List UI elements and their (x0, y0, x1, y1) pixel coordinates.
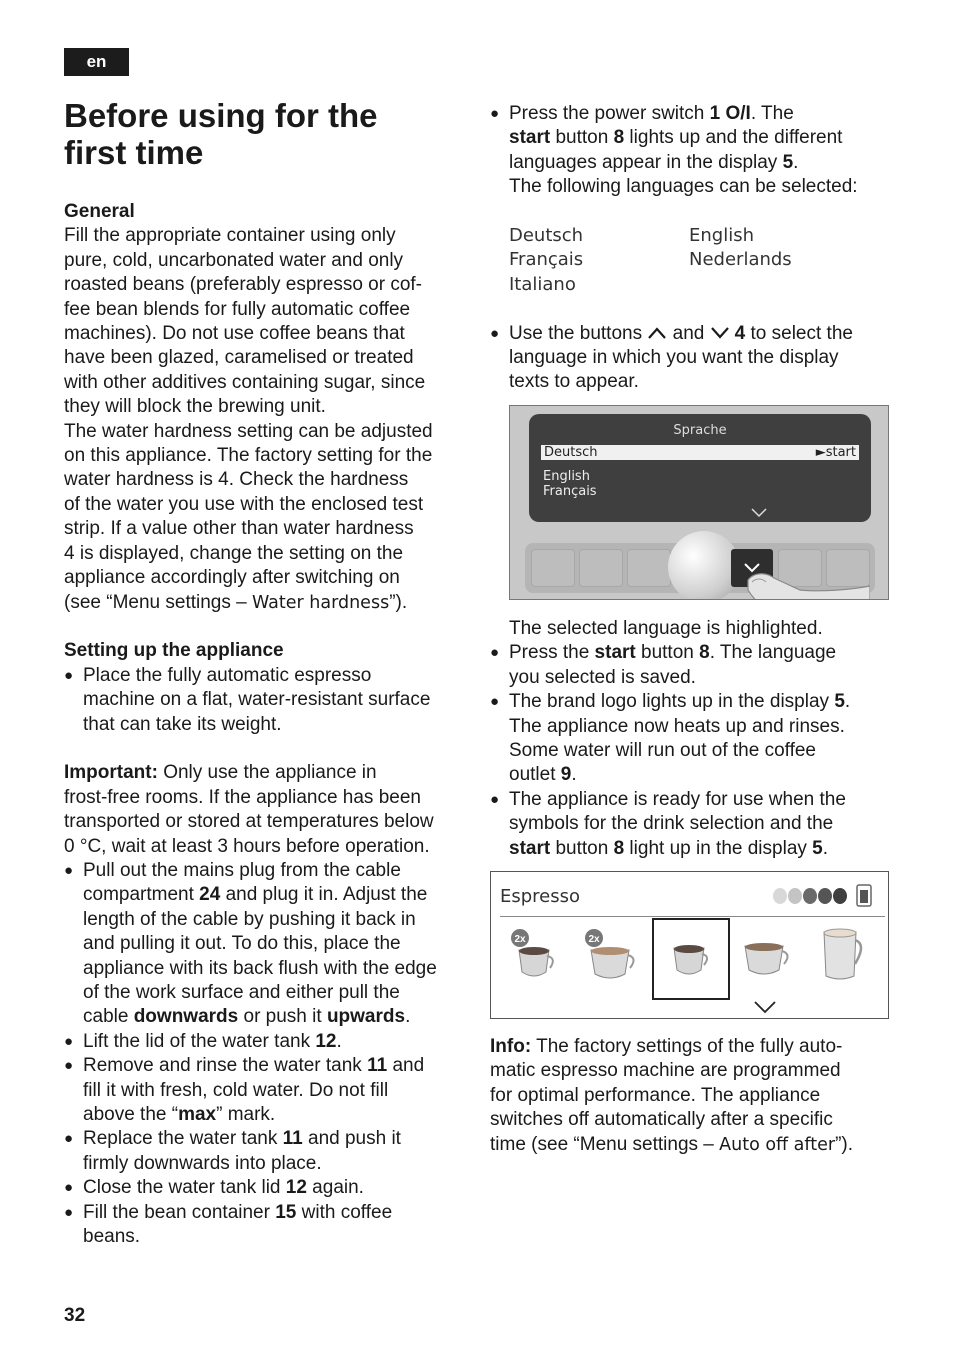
general-text (64, 224, 469, 615)
chevron-down-icon (751, 508, 767, 518)
chevron-down-icon (710, 326, 730, 340)
language-list (509, 224, 900, 297)
language-option: Français (509, 249, 584, 271)
text-line: with other additives containing sugar, since (64, 371, 426, 393)
chevron-up-icon (647, 326, 667, 340)
finger-icon (740, 566, 870, 600)
text-line: water hardness is 4. Check the hardness (64, 469, 409, 491)
list-item: ● Close the water tank lid 12 again. (64, 1176, 469, 1200)
list-item: ● Place the fully automatic espresso machine on a flat, water-resistant surface that can take its weight. (64, 664, 469, 737)
display-item: English (543, 469, 590, 484)
right-column-middle (490, 617, 900, 861)
text-line: have been glazed, caramelised or treated (64, 347, 414, 369)
text-line: roasted beans (preferably espresso or cof- (64, 274, 423, 296)
list-item: ● Press the start button 8. The language you selected is saved. (490, 641, 900, 690)
coffee-icon (739, 932, 795, 984)
text-line: of the water you use with the enclosed test (64, 493, 424, 515)
double-coffee-icon (583, 928, 643, 984)
list-item: ● Pull out the mains plug from the cable compartment 24 and plug it in. Adjust the length of the cable by pushing it back in and pulling it out. To do this, place the appliance with its back flush with the edge of the work surface and either pull the cable downwards or push it upwards. (64, 859, 469, 1030)
page-number: 32 (64, 1305, 86, 1326)
drink-selection-display (490, 871, 889, 1019)
display-selected-row: Deutsch ►start (541, 445, 859, 460)
text-line: they will block the brewing unit. (64, 396, 326, 418)
important-note: Important: Only use the appliance in frost-free rooms. If the appliance has been transported or stored at temperatures below 0 °C, wait at least 3 hours before operation. (64, 762, 434, 857)
text-line: machines). Do not use coffee beans that (64, 323, 405, 345)
list-item: ● The brand logo lights up in the display 5. The appliance now heats up and rinses. Some water will run out of the coffee outlet 9. (490, 690, 900, 788)
divider (500, 916, 885, 917)
text-line: appliance accordingly after switching on (64, 567, 400, 589)
svg-text:2x: 2x (588, 934, 600, 945)
espresso-icon (666, 936, 714, 984)
display-item: Français (543, 484, 597, 499)
text-line: Fill the appropriate container using only (64, 225, 396, 247)
language-tag: en (64, 48, 129, 76)
panel-button (579, 549, 623, 587)
text-line: strip. If a value other than water hardness (64, 518, 414, 540)
info-note: Info: The factory settings of the fully auto- matic espresso machine are programmed for optimal performance. The appliance switches off automatically after a specific time (see “Menu settings – Auto off after”). (490, 1036, 854, 1155)
double-badge: 2x (514, 934, 526, 945)
text-line: The selected language is highlighted. (509, 618, 823, 639)
language-option: Italiano (509, 273, 576, 295)
panel-button (627, 549, 671, 587)
mug-icon (816, 924, 868, 986)
panel-button (531, 549, 575, 587)
display-screen (529, 414, 871, 522)
text-line: 4 is displayed, change the setting on the (64, 542, 404, 564)
list-item: ● Replace the water tank 11 and push it firmly downwards into place. (64, 1127, 469, 1176)
double-espresso-icon (509, 928, 561, 984)
text-line: on this appliance. The factory setting for the (64, 445, 433, 467)
page-title (64, 97, 464, 171)
language-option: Nederlands (689, 249, 792, 271)
text-line: The water hardness setting can be adjusted (64, 420, 433, 442)
general-heading: General (64, 201, 135, 222)
rotary-knob (668, 531, 740, 600)
title-line-2: first time (64, 134, 204, 171)
right-column-top (490, 102, 900, 395)
title-line-1: Before using for the (64, 97, 378, 134)
list-item: ● Use the buttons and 4 to select the language in which you want the display texts to appear. (490, 322, 900, 395)
setup-heading: Setting up the appliance (64, 640, 284, 662)
drink-name: Espresso (500, 886, 581, 907)
text-line: (see “Menu settings – Water hardness”). (64, 591, 408, 613)
text-line: pure, cold, uncarbonated water and only (64, 249, 404, 271)
language-display-illustration (509, 405, 889, 600)
language-option: Deutsch (509, 225, 584, 247)
list-item: ● Fill the bean container 15 with coffee beans. (64, 1201, 469, 1250)
language-option: English (689, 225, 754, 247)
list-item: ● Lift the lid of the water tank 12. (64, 1030, 469, 1054)
left-column (64, 200, 469, 1249)
chevron-down-icon (753, 1000, 777, 1014)
list-item: ● Press the power switch 1 O/I. The start button 8 lights up and the different languages appear in the display 5. The following languages can be selected: (490, 102, 900, 200)
bean-strength-icon (771, 882, 881, 908)
text-line: fee bean blends for fully automatic coffee (64, 298, 411, 320)
display-title: Sprache (673, 423, 727, 438)
list-item: ● The appliance is ready for use when the symbols for the drink selection and the start button 8 light up in the display 5. (490, 788, 900, 861)
list-item: ● Remove and rinse the water tank 11 and fill it with fresh, cold water. Do not fill above the “max” mark. (64, 1054, 469, 1127)
